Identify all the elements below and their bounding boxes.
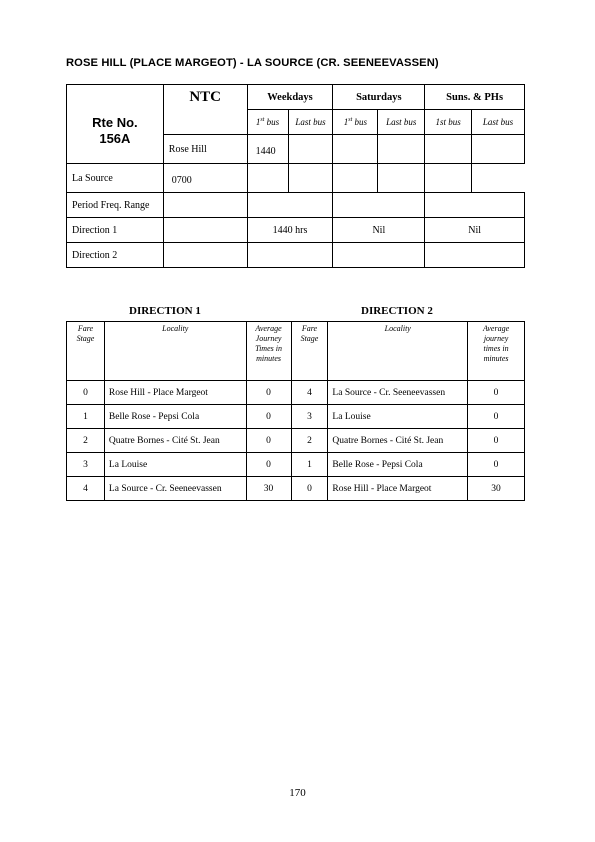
d1-locality: Quatre Bornes - Cité St. Jean xyxy=(104,429,246,453)
d2-locality: Rose Hill - Place Margeot xyxy=(328,477,468,501)
page-title: ROSE HILL (PLACE MARGEOT) - LA SOURCE (CR. SEENEEVASSEN) xyxy=(66,57,439,69)
sunday-first-bus-header: 1st bus xyxy=(425,110,472,135)
d1-fare-stage: 2 xyxy=(67,429,105,453)
weekday-first-bus-header: 1st bus xyxy=(247,110,288,135)
d2-locality: La Louise xyxy=(328,405,468,429)
d1-locality: La Louise xyxy=(104,453,246,477)
direction-1-weekdays: 1440 hrs xyxy=(247,218,333,243)
d1-fare-stage: 4 xyxy=(67,477,105,501)
d1-journey-time: 0 xyxy=(246,405,291,429)
table-row xyxy=(67,453,525,477)
route-label: Rte No. xyxy=(92,115,138,130)
avg-time-header: Average journey times in minutes xyxy=(468,322,525,381)
table-row xyxy=(67,429,525,453)
weekdays-header: Weekdays xyxy=(247,85,333,110)
direction-1-label: Direction 1 xyxy=(67,218,164,243)
direction-1-saturdays: Nil xyxy=(333,218,425,243)
d1-fare-stage: 0 xyxy=(67,381,105,405)
d2-fare-stage: 4 xyxy=(291,381,328,405)
direction-2-title: DIRECTION 2 xyxy=(361,305,433,317)
d1-fare-stage: 3 xyxy=(67,453,105,477)
ntc-header: NTC xyxy=(163,85,247,135)
d1-fare-stage: 1 xyxy=(67,405,105,429)
fare-stage-header: Fare Stage xyxy=(291,322,328,381)
d2-journey-time: 30 xyxy=(468,477,525,501)
direction-2-label: Direction 2 xyxy=(67,243,164,268)
weekday-last-bus-header: Last bus xyxy=(288,110,333,135)
fare-stage-header: Fare Stage xyxy=(67,322,105,381)
weekday-first-bus: 1440 xyxy=(247,135,288,164)
d2-journey-time: 0 xyxy=(468,453,525,477)
d2-journey-time: 0 xyxy=(468,381,525,405)
direction-1-title: DIRECTION 1 xyxy=(129,305,201,317)
avg-time-header: Average Journey Times in minutes xyxy=(246,322,291,381)
d2-locality: Quatre Bornes - Cité St. Jean xyxy=(328,429,468,453)
route-number-cell xyxy=(67,85,164,164)
saturday-last-bus-header: Last bus xyxy=(378,110,425,135)
page-number: 170 xyxy=(289,787,306,799)
suns-header: Suns. & PHs xyxy=(425,85,525,110)
d1-locality: Belle Rose - Pepsi Cola xyxy=(104,405,246,429)
d2-fare-stage: 0 xyxy=(291,477,328,501)
d1-locality: Rose Hill - Place Margeot xyxy=(104,381,246,405)
saturday-first-bus-header: 1st bus xyxy=(333,110,378,135)
saturdays-header: Saturdays xyxy=(333,85,425,110)
stop-name: La Source xyxy=(67,164,164,193)
d2-journey-time: 0 xyxy=(468,429,525,453)
d1-journey-time: 0 xyxy=(246,453,291,477)
fare-stage-table xyxy=(66,321,525,501)
d1-journey-time: 30 xyxy=(246,477,291,501)
timetable-summary xyxy=(66,84,525,268)
sunday-last-bus-header: Last bus xyxy=(472,110,525,135)
route-number: 156A xyxy=(99,131,131,146)
d1-journey-time: 0 xyxy=(246,429,291,453)
d2-fare-stage: 3 xyxy=(291,405,328,429)
d2-locality: Belle Rose - Pepsi Cola xyxy=(328,453,468,477)
locality-header: Locality xyxy=(104,322,246,381)
d1-journey-time: 0 xyxy=(246,381,291,405)
d2-locality: La Source - Cr. Seeneevassen xyxy=(328,381,468,405)
d1-locality: La Source - Cr. Seeneevassen xyxy=(104,477,246,501)
d2-fare-stage: 2 xyxy=(291,429,328,453)
locality-header: Locality xyxy=(328,322,468,381)
table-row xyxy=(67,381,525,405)
period-label: Period Freq. Range xyxy=(67,193,164,218)
stop-name: Rose Hill xyxy=(163,135,247,164)
d2-journey-time: 0 xyxy=(468,405,525,429)
direction-1-suns: Nil xyxy=(425,218,525,243)
table-row xyxy=(67,477,525,501)
weekday-first-bus: 0700 xyxy=(163,164,247,193)
table-row xyxy=(67,405,525,429)
d2-fare-stage: 1 xyxy=(291,453,328,477)
